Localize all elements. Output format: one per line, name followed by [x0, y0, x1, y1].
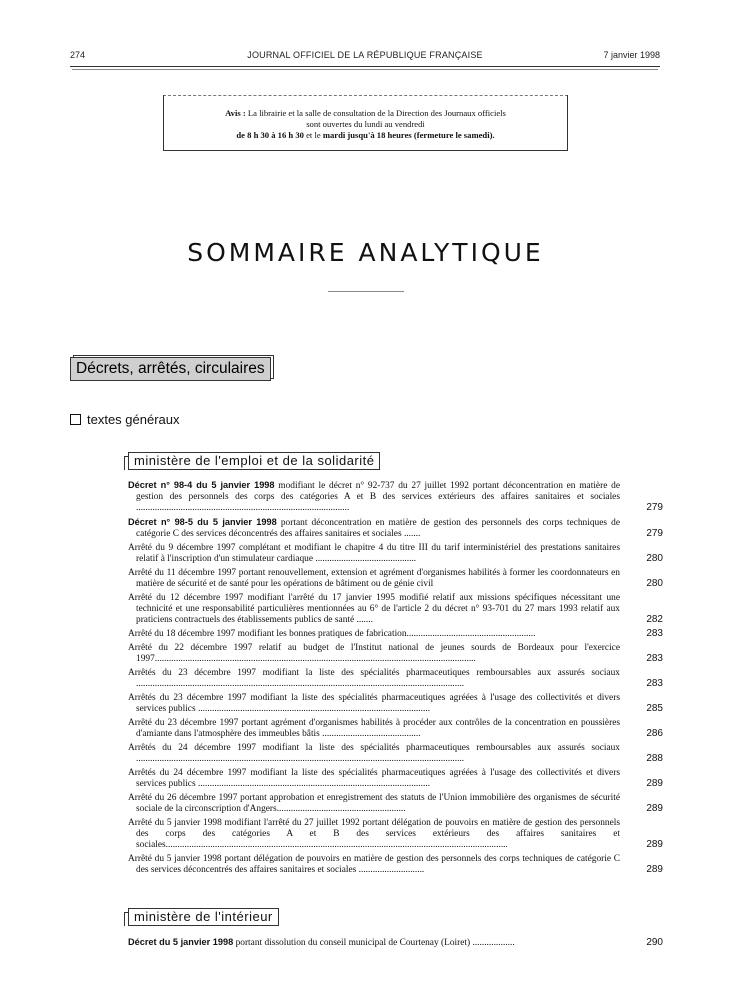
checkbox-square-icon: [70, 414, 81, 425]
journal-title: JOURNAL OFFICIEL DE LA RÉPUBLIQUE FRANÇAISE: [247, 50, 483, 60]
entry-body: portant approbation et enregistrement des statuts de l'Union immobilière des organismes de sécurité sociale de la circonscription d'Angers.......................................................: [136, 792, 620, 814]
list-item: [128, 543, 663, 565]
list-item: [128, 818, 663, 851]
header-rule-secondary: [72, 69, 658, 70]
section-banner: Décrets, arrêtés, circulaires: [70, 357, 271, 381]
entry-lead: Arrêtés du 24 décembre 1997: [128, 767, 247, 778]
notice-hours: de 8 h 30 à 16 h 30: [236, 130, 304, 140]
list-item: [128, 643, 663, 665]
entry-page-number: 279: [646, 501, 663, 513]
ministry-heading-emploi: ministère de l'emploi et de la solidarité: [128, 452, 380, 470]
entry-lead: Arrêtés du 24 décembre 1997: [128, 742, 256, 753]
entry-page-number: 286: [646, 727, 663, 739]
entry-body: modifiant le décret n° 92-737 du 27 juillet 1992 portant déconcentration en matière de gestion des personnels des corps des catégories A et B des services extérieurs des affaires sanitaires et sociales ...........................................................................................: [136, 481, 620, 513]
entry-text: [128, 768, 620, 790]
entry-text: [128, 743, 620, 765]
entry-page-number: 280: [646, 577, 663, 589]
list-item: [128, 629, 663, 640]
entry-body: modifiant l'arrêté du 27 juillet 1992 portant délégation de pouvoirs en matière de gestion des personnels des corps des catégories A et B des services extérieurs des affaires sanitaires et sociales..................................................................................................................................................: [136, 817, 620, 850]
entry-body: portant délégation de pouvoirs en matière de gestion des personnels des corps techniques de catégorie C des services déconcentrés des affaires sanitaires et sociales ............................: [136, 853, 620, 875]
notice-connector: et le: [306, 130, 321, 140]
entry-page-number: 280: [646, 552, 663, 564]
entry-body: modifiant la liste des spécialités pharmaceutiques agréées à l'usage des collectivités et divers services publics ...................................................................................................: [136, 767, 620, 789]
entry-body: modifiant la liste des spécialités pharmaceutiques agréées à l'usage des collectivités et divers services publics ...................................................................................................: [136, 692, 620, 714]
entry-lead: Décret n° 98-5 du 5 janvier 1998: [128, 516, 277, 527]
entry-page-number: 283: [646, 627, 663, 639]
entry-text: [128, 718, 620, 740]
entry-text: [128, 668, 620, 690]
list-item: [128, 517, 663, 540]
entry-text: [128, 517, 620, 540]
notice-label: Avis :: [225, 108, 246, 118]
list-item: [128, 668, 663, 690]
entry-body: modifiant les bonnes pratiques de fabrication.......................................................: [235, 628, 536, 639]
page-title: SOMMAIRE ANALYTIQUE: [187, 238, 544, 267]
entry-lead: Arrêté du 22 décembre 1997: [128, 642, 253, 653]
entry-body: relatif au budget de l'Institut national de jeunes sourds de Bordeaux pour l'exercice 1997.........................................................................................................................................: [136, 642, 620, 664]
entry-lead: Arrêtés du 23 décembre 1997: [128, 692, 247, 703]
entry-page-number: 289: [646, 802, 663, 814]
list-item: [128, 937, 663, 949]
entry-body: modifiant la liste des spécialités pharmaceutiques remboursables aux assurés sociaux ............................................................................................................................................: [136, 742, 620, 764]
notice-box: [163, 95, 568, 151]
notice-line-2: sont ouvertes du lundi au vendredi: [306, 119, 425, 129]
entry-body: portant déconcentration en matière de gestion des personnels des corps techniques de catégorie C des services déconcentrés des affaires sanitaires et sociales .......: [136, 517, 620, 539]
entry-text: [128, 937, 620, 949]
list-item: [128, 854, 663, 876]
entry-text: [128, 629, 620, 640]
entry-lead: Arrêté du 26 décembre 1997: [128, 792, 238, 803]
entries-list-interieur: [128, 937, 663, 952]
entry-lead: Décret du 5 janvier 1998: [128, 937, 234, 947]
category-label: textes généraux: [87, 412, 180, 427]
entry-page-number: 283: [646, 677, 663, 689]
entry-lead: Arrêté du 12 décembre 1997: [128, 592, 244, 603]
entries-list-emploi: [128, 480, 663, 879]
entry-lead: Arrêté du 5 janvier 1998: [128, 853, 222, 864]
entry-text: [128, 480, 620, 514]
list-item: [128, 593, 663, 626]
entry-text: [128, 818, 620, 851]
entry-text: [128, 593, 620, 626]
entry-body: portant dissolution du conseil municipal de Courtenay (Loiret) ..................: [233, 938, 515, 948]
page-number: 274: [70, 50, 86, 60]
list-item: [128, 480, 663, 514]
header-rule: [70, 66, 660, 67]
entry-page-number: 289: [646, 863, 663, 875]
list-item: [128, 793, 663, 815]
entry-page-number: 289: [646, 838, 663, 850]
entry-body: complétant et modifiant le chapitre 4 du titre III du tarif interministériel des prestations sanitaires relatif à l'inscription d'un stimulateur cardiaque ...........................................: [136, 542, 620, 564]
issue-date: 7 janvier 1998: [603, 50, 660, 60]
entry-body: portant renouvellement, extension et agrément d'organismes habilités à former les coordonnateurs en matière de sécurité et de santé pour les opérations de bâtiment ou de génie civil: [136, 567, 620, 589]
entry-body: modifiant la liste des spécialités pharmaceutiques remboursables aux assurés sociaux ............................................................................................................................................: [136, 667, 620, 689]
entry-lead: Arrêté du 9 décembre 1997: [128, 542, 236, 553]
entry-lead: Arrêté du 5 janvier 1998: [128, 817, 222, 828]
entry-page-number: 290: [646, 937, 663, 948]
entry-text: [128, 793, 620, 815]
notice-line-1: La librairie et la salle de consultation de la Direction des Journaux officiels: [247, 108, 506, 118]
ministry-heading-interieur: ministère de l'intérieur: [128, 908, 279, 926]
title-rule: [328, 291, 404, 292]
entry-body: modifiant l'arrêté du 17 janvier 1995 modifié relatif aux missions spécifiques nécessitant une technicité et une responsabilité particulières mentionnées au 6° de l'article 2 du décret n° 93-701 du 27 mars 1993 relatif aux praticiens contractuels des établissements publics de santé .......: [136, 592, 621, 625]
entry-page-number: 285: [646, 702, 663, 714]
entry-text: [128, 854, 620, 876]
entry-text: [128, 693, 620, 715]
list-item: [128, 568, 663, 590]
list-item: [128, 693, 663, 715]
entry-page-number: 283: [646, 652, 663, 664]
entry-page-number: 289: [646, 777, 663, 789]
entry-lead: Arrêtés du 23 décembre 1997: [128, 667, 256, 678]
notice-days: mardi jusqu'à 18 heures (fermeture le samedi).: [322, 130, 495, 140]
entry-page-number: 282: [646, 613, 663, 625]
entry-text: [128, 643, 620, 665]
entry-lead: Arrêté du 23 décembre 1997: [128, 717, 239, 728]
entry-text: [128, 543, 620, 565]
entry-lead: Décret n° 98-4 du 5 janvier 1998: [128, 480, 275, 490]
entry-lead: Arrêté du 18 décembre 1997: [128, 628, 236, 639]
entry-lead: Arrêté du 11 décembre 1997: [128, 567, 237, 578]
entry-page-number: 279: [646, 527, 663, 539]
entry-body: portant agrément d'organismes habilités à procéder aux contrôles de la concentration en poussières d'amiante dans l'atmosphère des immeubles bâtis ..........................................: [136, 717, 620, 739]
category-heading: [70, 412, 180, 427]
list-item: [128, 768, 663, 790]
entry-text: [128, 568, 620, 590]
list-item: [128, 743, 663, 765]
page-header: [70, 50, 660, 64]
list-item: [128, 718, 663, 740]
entry-page-number: 288: [646, 752, 663, 764]
